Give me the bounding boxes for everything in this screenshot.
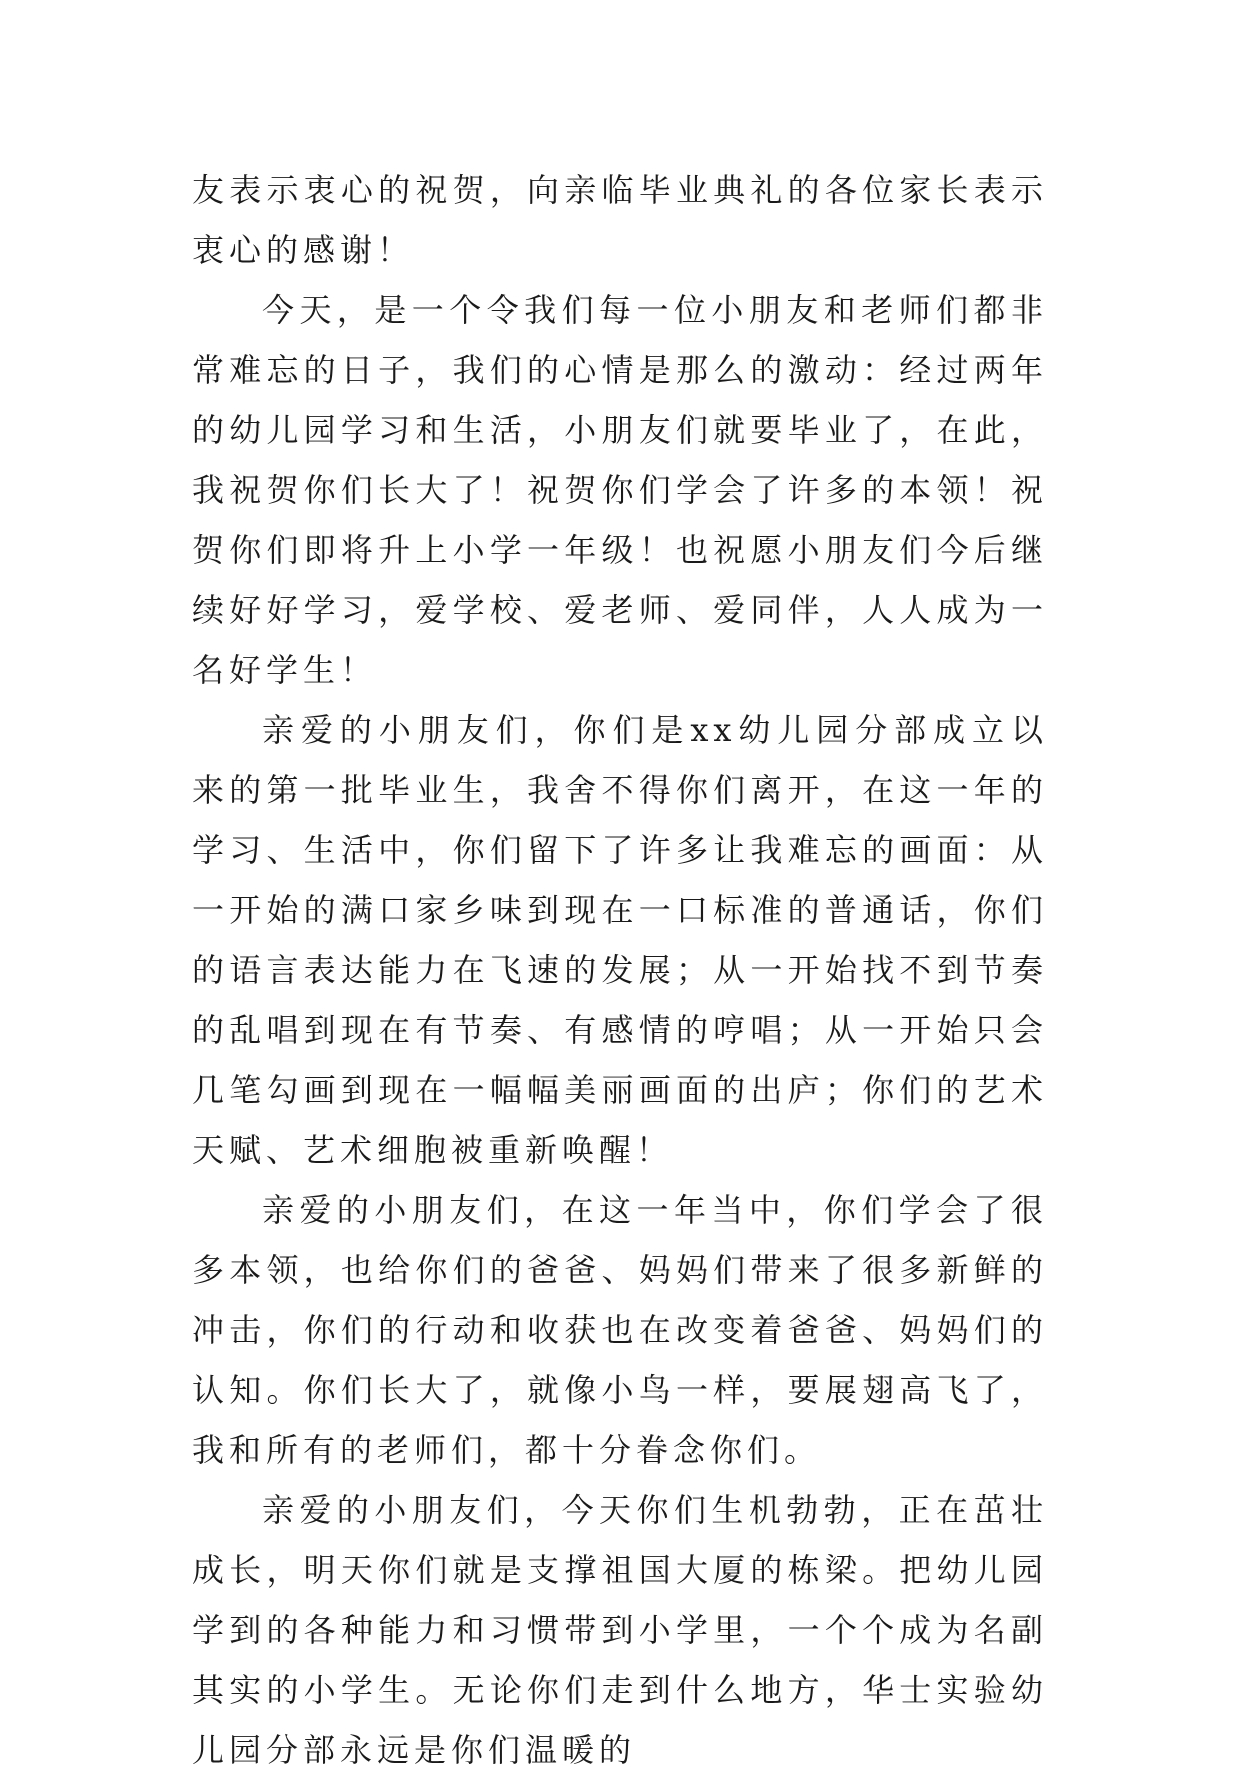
paragraph-future: 亲爱的小朋友们，今天你们生机勃勃，正在茁壮成长，明天你们就是支撑祖国大厦的栋梁。把幼儿园学到的各种能力和习惯带到小学里，一个个成为名副其实的小学生。无论你们走到什么地方，华士实验幼儿园分部永远是你们温暖的 (192, 1491, 1048, 1769)
paragraph-this-year: 亲爱的小朋友们，在这一年当中，你们学会了很多本领，也给你们的爸爸、妈妈们带来了很多新鲜的冲击，你们的行动和收获也在改变着爸爸、妈妈们的认知。你们长大了，就像小鸟一样，要展翅高飞了，我和所有的老师们，都十分眷念你们。 (192, 1191, 1048, 1469)
speech-body (192, 160, 1048, 1780)
paragraph-today: 今天，是一个令我们每一位小朋友和老师们都非常难忘的日子，我们的心情是那么的激动：经过两年的幼儿园学习和生活，小朋友们就要毕业了，在此，我祝贺你们长大了！祝贺你们学会了许多的本领！祝贺你们即将升上小学一年级！也祝愿小朋友们今后继续好好学习，爱学校、爱老师、爱同伴，人人成为一名好学生！ (192, 291, 1048, 689)
paragraph-first-graduates: 亲爱的小朋友们，你们是xx幼儿园分部成立以来的第一批毕业生，我舍不得你们离开，在这一年的学习、生活中，你们留下了许多让我难忘的画面：从一开始的满口家乡味到现在一口标准的普通话，你们的语言表达能力在飞速的发展；从一开始找不到节奏的乱唱到现在有节奏、有感情的哼唱；从一开始只会几笔勾画到现在一幅幅美丽画面的出庐；你们的艺术天赋、艺术细胞被重新唤醒！ (192, 711, 1048, 1169)
paragraph-continuation: 友表示衷心的祝贺，向亲临毕业典礼的各位家长表示衷心的感谢！ (192, 171, 1048, 269)
